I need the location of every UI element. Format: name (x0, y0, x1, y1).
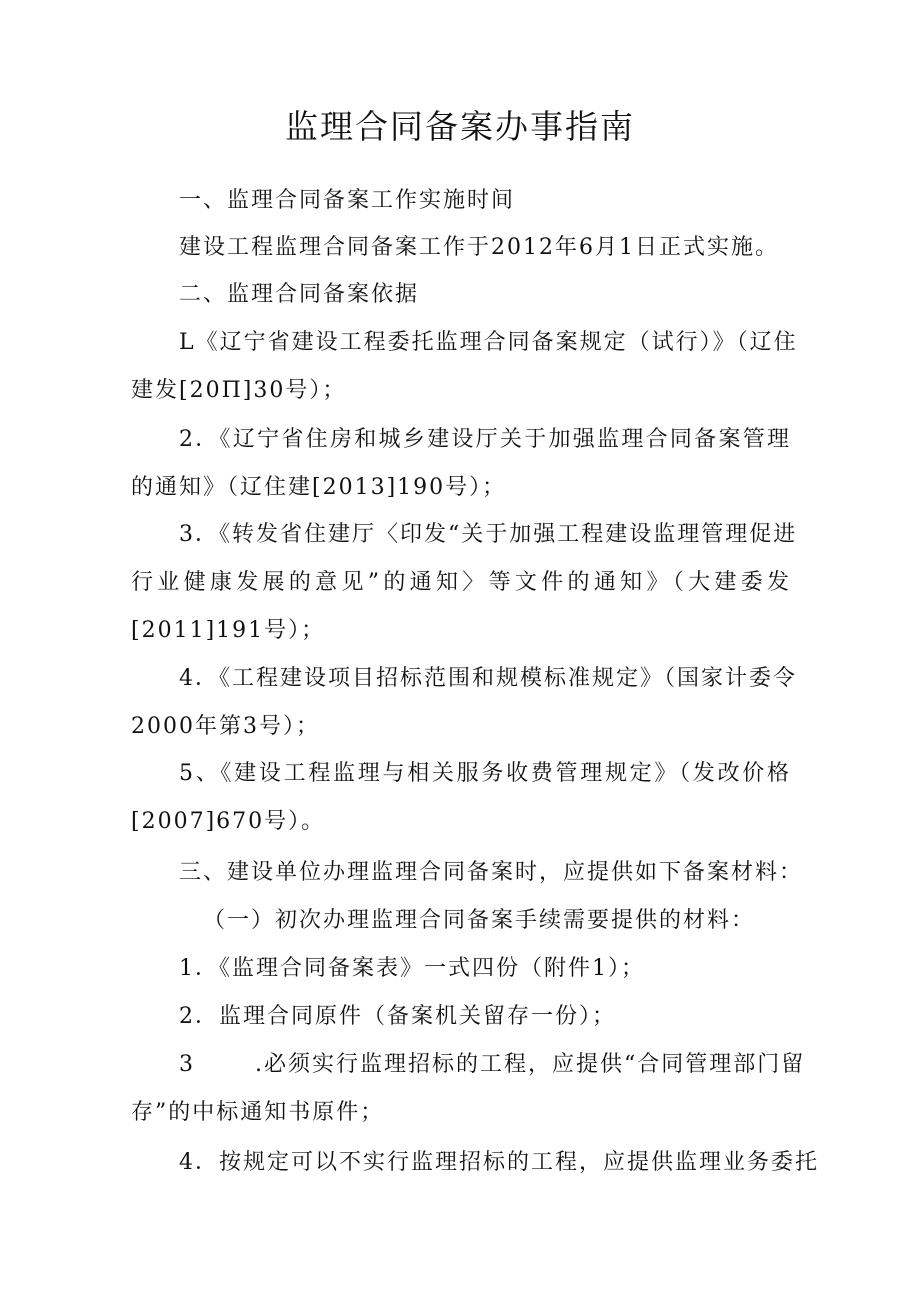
section3-heading: 三、建设单位办理监理合同备案时，应提供如下备案材料： (179, 860, 804, 885)
basis-item-5: 5、《建设工程监理与相关服务收费管理规定》（发改价格 [2007]670号）。 (131, 761, 791, 834)
basis-item-3: 3．《转发省住建厅〈印发“关于加强工程建设监理管理促进 行业健康发展的意见”的通知〉等文件的通知》（大建委发 [2011]191号）； (131, 522, 798, 643)
basis-item-1: L《辽宁省建设工程委托监理合同备案规定（试行）》（辽住 建发[20Π]30号）； (131, 330, 798, 403)
material-item-4: 4．按规定可以不实行监理招标的工程，应提供监理业务委托 (179, 1150, 819, 1175)
subsection1-heading: （一）初次办理监理合同备案手续需要提供的材料： (203, 908, 756, 933)
section2-heading: 二、监理合同备案依据 (179, 282, 420, 307)
material-item-3-text: .必须实行监理招标的工程，应提供“合同管理部门留 (255, 1052, 806, 1077)
section1-heading: 一、监理合同备案工作实施时间 (179, 188, 516, 213)
page-title: 监理合同备案办事指南 (285, 107, 635, 146)
basis-item-4: 4．《工程建设项目招标范围和规模标准规定》（国家计委令 2000年第3号）； (131, 666, 797, 739)
material-item-1: 1．《监理合同备案表》一式四份（附件1）； (179, 956, 645, 981)
material-item-3: 3 .必须实行监理招标的工程，应提供“合同管理部门留 存”的中标通知书原件； (131, 1052, 806, 1125)
material-item-2: 2．监理合同原件（备案机关留存一份）； (179, 1004, 616, 1029)
section1-text: 建设工程监理合同备案工作于2012年6月1日正式实施。 (179, 235, 779, 260)
material-item-3-number: 3 (179, 1052, 195, 1077)
basis-item-2: 2．《辽宁省住房和城乡建设厅关于加强监理合同备案管理 的通知》（辽住建[2013]190号）； (131, 427, 791, 500)
